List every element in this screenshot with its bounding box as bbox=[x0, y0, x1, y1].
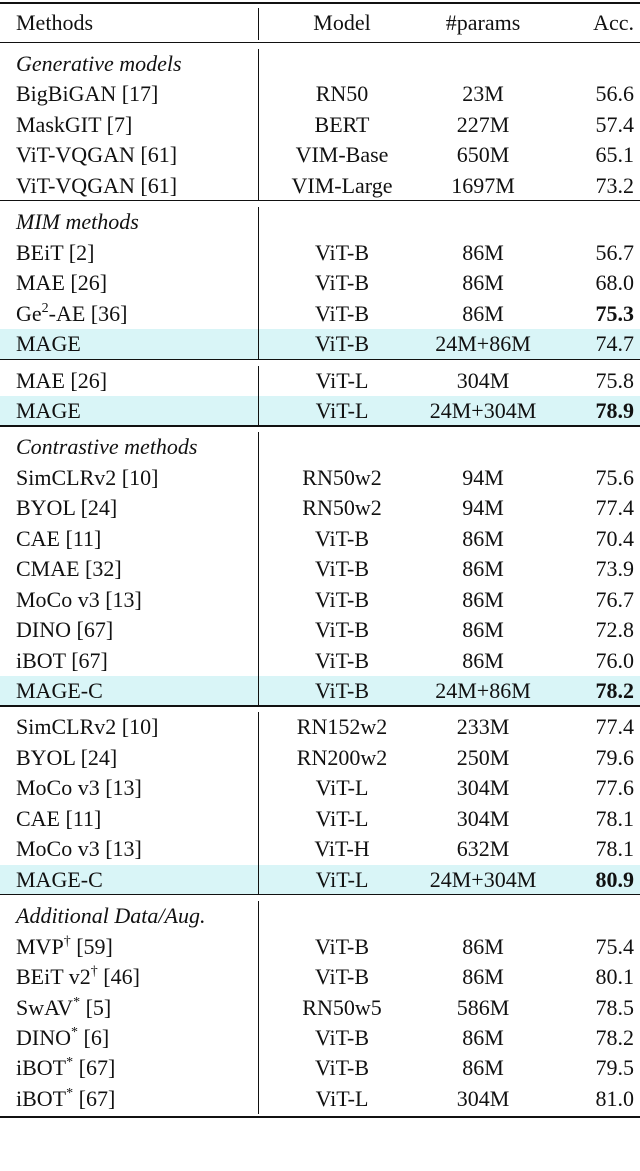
method-label: MAE [26] bbox=[16, 270, 108, 296]
method-label: MVP bbox=[16, 933, 64, 959]
table-row bbox=[0, 804, 640, 834]
params-cell: 24M+304M bbox=[429, 397, 537, 423]
params-cell: 24M+304M bbox=[429, 866, 537, 892]
acc-cell: 75.4 bbox=[595, 933, 634, 959]
acc-cell: 78.1 bbox=[595, 805, 634, 831]
method-label: MaskGIT [7] bbox=[16, 111, 133, 137]
method-name bbox=[16, 993, 111, 1023]
params-cell: 227M bbox=[456, 111, 510, 137]
method-name bbox=[16, 1023, 109, 1053]
acc-cell: 75.6 bbox=[595, 464, 634, 490]
column-divider bbox=[258, 712, 259, 895]
model-cell: ViT-B bbox=[314, 1055, 370, 1081]
model-cell: ViT-L bbox=[315, 775, 369, 801]
table-row bbox=[0, 1084, 640, 1114]
model-cell: ViT-L bbox=[315, 805, 369, 831]
params-cell: 86M bbox=[462, 647, 504, 673]
method-citation: -AE [36] bbox=[48, 300, 128, 326]
method-label: BYOL [24] bbox=[16, 495, 118, 521]
model-cell: RN200w2 bbox=[296, 744, 388, 770]
table-row bbox=[0, 712, 640, 742]
model-cell: ViT-B bbox=[314, 617, 370, 643]
params-cell: 86M bbox=[462, 617, 504, 643]
bottom-rule bbox=[0, 1116, 640, 1118]
acc-cell: 75.3 bbox=[595, 300, 634, 326]
method-label: MAGE bbox=[16, 331, 81, 357]
acc-cell: 73.9 bbox=[595, 556, 634, 582]
table-row bbox=[0, 932, 640, 962]
table-row bbox=[0, 554, 640, 584]
table-row bbox=[0, 268, 640, 298]
method-name bbox=[16, 463, 158, 493]
acc-cell: 56.7 bbox=[595, 239, 634, 265]
params-cell: 632M bbox=[456, 836, 510, 862]
method-name bbox=[16, 329, 81, 359]
params-cell: 304M bbox=[456, 775, 510, 801]
method-name bbox=[16, 646, 108, 676]
table-row bbox=[0, 299, 640, 329]
method-label: MAE [26] bbox=[16, 367, 108, 393]
method-name bbox=[16, 366, 107, 396]
method-label: SimCLRv2 [10] bbox=[16, 464, 159, 490]
params-cell: 86M bbox=[462, 239, 504, 265]
params-cell: 94M bbox=[462, 464, 504, 490]
block-separator bbox=[0, 894, 640, 895]
method-superscript: * bbox=[66, 1085, 74, 1101]
method-superscript: 2 bbox=[41, 300, 49, 316]
table-row bbox=[0, 110, 640, 140]
table-row bbox=[0, 238, 640, 268]
model-cell: RN50 bbox=[315, 81, 369, 107]
acc-cell: 81.0 bbox=[595, 1085, 634, 1111]
method-citation: [67] bbox=[73, 1055, 116, 1081]
method-label: ViT-VQGAN [61] bbox=[16, 172, 178, 198]
table-row bbox=[0, 524, 640, 554]
method-label: BEiT [2] bbox=[16, 239, 95, 265]
model-cell: VIM-Large bbox=[291, 172, 393, 198]
params-cell: 86M bbox=[462, 586, 504, 612]
method-name bbox=[16, 865, 103, 895]
table-row bbox=[0, 834, 640, 864]
block-separator bbox=[0, 200, 640, 201]
method-name bbox=[16, 962, 140, 992]
params-cell: 233M bbox=[456, 714, 510, 740]
method-name bbox=[16, 834, 142, 864]
model-cell: ViT-H bbox=[314, 836, 370, 862]
model-cell: VIM-Base bbox=[295, 142, 389, 168]
header-acc: Acc. bbox=[593, 10, 634, 35]
model-cell: ViT-B bbox=[314, 270, 370, 296]
method-superscript: † bbox=[90, 964, 98, 980]
acc-cell: 57.4 bbox=[595, 111, 634, 137]
params-cell: 94M bbox=[462, 495, 504, 521]
method-name bbox=[16, 79, 158, 109]
group-row bbox=[0, 901, 640, 931]
acc-cell: 70.4 bbox=[595, 525, 634, 551]
block-separator bbox=[0, 425, 640, 426]
method-name bbox=[16, 1053, 115, 1083]
acc-cell: 78.2 bbox=[595, 678, 634, 703]
method-name bbox=[16, 299, 127, 329]
model-cell: ViT-L bbox=[315, 397, 369, 423]
model-cell: ViT-L bbox=[315, 866, 369, 892]
params-cell: 86M bbox=[462, 964, 504, 990]
table-row bbox=[0, 676, 640, 706]
params-cell: 24M+86M bbox=[435, 331, 531, 357]
acc-cell: 78.1 bbox=[595, 836, 634, 862]
params-cell: 86M bbox=[462, 525, 504, 551]
model-cell: ViT-B bbox=[314, 678, 370, 703]
method-superscript: * bbox=[66, 1055, 74, 1071]
params-cell: 304M bbox=[456, 367, 510, 393]
method-name bbox=[16, 1084, 115, 1114]
table-row bbox=[0, 646, 640, 676]
header-model: Model bbox=[313, 10, 371, 35]
method-label: MAGE-C bbox=[16, 866, 103, 892]
method-label: iBOT bbox=[16, 1085, 67, 1111]
method-name bbox=[16, 712, 158, 742]
model-cell: ViT-B bbox=[314, 933, 370, 959]
model-cell: BERT bbox=[314, 111, 370, 137]
model-cell: RN152w2 bbox=[296, 714, 388, 740]
params-cell: 304M bbox=[456, 805, 510, 831]
method-citation: [67] bbox=[73, 1085, 116, 1111]
method-label: MoCo v3 [13] bbox=[16, 586, 142, 612]
method-name bbox=[16, 773, 142, 803]
acc-cell: 72.8 bbox=[595, 617, 634, 643]
method-name bbox=[16, 140, 177, 170]
method-name bbox=[16, 493, 117, 523]
model-cell: ViT-B bbox=[314, 331, 370, 357]
params-cell: 1697M bbox=[451, 172, 515, 198]
acc-cell: 75.8 bbox=[595, 367, 634, 393]
block-separator bbox=[0, 359, 640, 360]
model-cell: ViT-B bbox=[314, 525, 370, 551]
method-label: CAE [11] bbox=[16, 525, 102, 551]
method-label: BEiT v2 bbox=[16, 964, 91, 990]
header-methods: Methods bbox=[16, 10, 93, 35]
header-row bbox=[0, 8, 640, 38]
table-row bbox=[0, 1023, 640, 1053]
method-label: iBOT [67] bbox=[16, 647, 108, 673]
column-divider bbox=[258, 901, 259, 1114]
method-label: DINO bbox=[16, 1024, 71, 1050]
params-cell: 650M bbox=[456, 142, 510, 168]
acc-cell: 73.2 bbox=[595, 172, 634, 198]
acc-cell: 78.5 bbox=[595, 994, 634, 1020]
params-cell: 86M bbox=[462, 270, 504, 296]
model-cell: ViT-B bbox=[314, 964, 370, 990]
acc-cell: 74.7 bbox=[595, 331, 634, 357]
acc-cell: 79.5 bbox=[595, 1055, 634, 1081]
method-name bbox=[16, 238, 94, 268]
method-citation: [46] bbox=[97, 964, 140, 990]
table-row bbox=[0, 585, 640, 615]
group-title: Generative models bbox=[16, 51, 182, 76]
acc-cell: 80.1 bbox=[595, 964, 634, 990]
acc-cell: 68.0 bbox=[595, 270, 634, 296]
table-row bbox=[0, 962, 640, 992]
method-name bbox=[16, 932, 113, 962]
column-divider bbox=[258, 207, 259, 359]
model-cell: RN50w5 bbox=[302, 994, 382, 1020]
acc-cell: 78.2 bbox=[595, 1024, 634, 1050]
params-cell: 86M bbox=[462, 933, 504, 959]
table-row bbox=[0, 79, 640, 109]
method-name bbox=[16, 268, 107, 298]
model-cell: RN50w2 bbox=[302, 464, 382, 490]
group-row bbox=[0, 207, 640, 237]
table-row bbox=[0, 615, 640, 645]
model-cell: ViT-L bbox=[315, 367, 369, 393]
params-cell: 304M bbox=[456, 1085, 510, 1111]
table-row bbox=[0, 329, 640, 359]
group-title: Additional Data/Aug. bbox=[16, 903, 206, 929]
method-name bbox=[16, 585, 142, 615]
acc-cell: 78.9 bbox=[595, 397, 634, 423]
table-row bbox=[0, 366, 640, 396]
method-label: BigBiGAN [17] bbox=[16, 81, 159, 107]
method-label: MoCo v3 [13] bbox=[16, 775, 142, 801]
method-citation: [5] bbox=[80, 994, 112, 1020]
method-name bbox=[16, 396, 81, 426]
acc-cell: 77.4 bbox=[595, 714, 634, 740]
table-row bbox=[0, 493, 640, 523]
method-label: CAE [11] bbox=[16, 805, 102, 831]
table-row bbox=[0, 773, 640, 803]
params-cell: 86M bbox=[462, 556, 504, 582]
method-name bbox=[16, 110, 132, 140]
header-column-divider bbox=[258, 8, 259, 40]
model-cell: RN50w2 bbox=[302, 495, 382, 521]
model-cell: ViT-B bbox=[314, 1024, 370, 1050]
method-label: MoCo v3 [13] bbox=[16, 836, 142, 862]
model-cell: ViT-B bbox=[314, 556, 370, 582]
model-cell: ViT-B bbox=[314, 586, 370, 612]
acc-cell: 77.6 bbox=[595, 775, 634, 801]
params-cell: 86M bbox=[462, 1055, 504, 1081]
column-divider bbox=[258, 49, 259, 201]
table-row bbox=[0, 993, 640, 1023]
method-name bbox=[16, 804, 101, 834]
method-name bbox=[16, 743, 117, 773]
group-row bbox=[0, 49, 640, 79]
acc-cell: 79.6 bbox=[595, 744, 634, 770]
acc-cell: 76.7 bbox=[595, 586, 634, 612]
acc-cell: 76.0 bbox=[595, 647, 634, 673]
params-cell: 86M bbox=[462, 300, 504, 326]
method-label: BYOL [24] bbox=[16, 744, 118, 770]
method-citation: [59] bbox=[70, 933, 113, 959]
method-superscript: † bbox=[63, 933, 71, 949]
model-cell: ViT-B bbox=[314, 239, 370, 265]
header-params: #params bbox=[445, 10, 521, 35]
group-title: Contrastive methods bbox=[16, 434, 198, 460]
method-label: Ge bbox=[16, 300, 42, 326]
method-label: DINO [67] bbox=[16, 617, 114, 643]
method-label: MAGE-C bbox=[16, 678, 103, 703]
table-row bbox=[0, 396, 640, 426]
params-cell: 86M bbox=[462, 1024, 504, 1050]
table-row bbox=[0, 865, 640, 895]
method-superscript: * bbox=[71, 1024, 78, 1040]
method-label: ViT-VQGAN [61] bbox=[16, 142, 178, 168]
params-cell: 250M bbox=[456, 744, 510, 770]
method-label: CMAE [32] bbox=[16, 556, 122, 582]
params-cell: 24M+86M bbox=[435, 678, 531, 703]
params-cell: 23M bbox=[462, 81, 504, 107]
model-cell: ViT-L bbox=[315, 1085, 369, 1111]
acc-cell: 65.1 bbox=[595, 142, 634, 168]
model-cell: ViT-B bbox=[314, 647, 370, 673]
header-rule bbox=[0, 42, 640, 43]
method-superscript: * bbox=[73, 994, 81, 1010]
acc-cell: 80.9 bbox=[595, 866, 634, 892]
method-label: SimCLRv2 [10] bbox=[16, 714, 159, 740]
acc-cell: 77.4 bbox=[595, 495, 634, 521]
method-name bbox=[16, 676, 103, 706]
method-name bbox=[16, 171, 177, 201]
group-row bbox=[0, 432, 640, 462]
group-title: MIM methods bbox=[16, 209, 139, 235]
column-divider bbox=[258, 432, 259, 706]
table-row bbox=[0, 463, 640, 493]
block-separator bbox=[0, 705, 640, 706]
method-name bbox=[16, 524, 101, 554]
method-label: iBOT bbox=[16, 1055, 67, 1081]
top-rule bbox=[0, 2, 640, 4]
method-name bbox=[16, 554, 122, 584]
method-name bbox=[16, 615, 113, 645]
params-cell: 586M bbox=[456, 994, 510, 1020]
method-citation: [6] bbox=[78, 1024, 110, 1050]
acc-cell: 56.6 bbox=[595, 81, 634, 107]
table-row bbox=[0, 140, 640, 170]
method-label: SwAV bbox=[16, 994, 74, 1020]
model-cell: ViT-B bbox=[314, 300, 370, 326]
table-row bbox=[0, 171, 640, 201]
column-divider bbox=[258, 366, 259, 427]
table-row bbox=[0, 743, 640, 773]
method-label: MAGE bbox=[16, 397, 81, 423]
table-row bbox=[0, 1053, 640, 1083]
